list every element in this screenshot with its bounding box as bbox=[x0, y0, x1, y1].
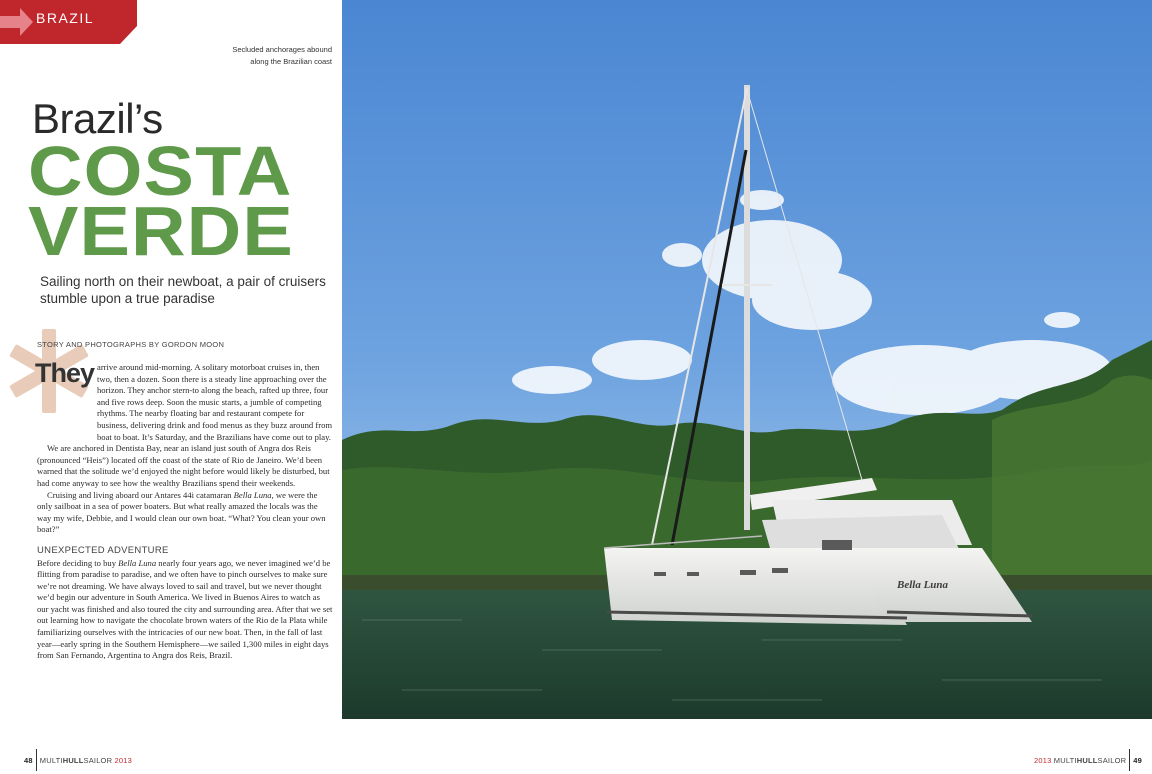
page-number-left: 48 bbox=[24, 756, 33, 765]
deck: Sailing north on their newboat, a pair of cruisers stumble upon a true paradise bbox=[40, 274, 326, 306]
byline: STORY AND PHOTOGRAPHS BY GORDON MOON bbox=[37, 340, 225, 349]
paragraph-4-text-b: nearly four years ago, we never imagined we’d be flitting from paradise to paradise, and we often have to pinch ourselves to make sure we’re not dreaming. We have always loved to sail and travel, but we never thought we’d begin our adventure in South America. We lived in Buenos Aires to watch as our yacht was finished and also toured the city and surrounding area. After that we set out learning how to navigate the chocolate brown waters of the Rio de la Plata while familiarizing ourselves with the intricacies of our new boat. Then, in the fall of last year—early spring in the Southern Hemisphere—we sailed 1,300 miles in eight days from San Fernando, Argentina to Angra dos Reis, Brazil. bbox=[37, 557, 333, 661]
photo-caption bbox=[200, 44, 332, 68]
publication-name-left-b: HULL bbox=[62, 756, 84, 765]
issue-year-left: 2013 bbox=[114, 756, 133, 765]
subhead: UNEXPECTED ADVENTURE bbox=[37, 544, 169, 556]
paragraph-3-text-a: Cruising and living aboard our Antares 44i catamaran bbox=[47, 489, 234, 500]
drop-cap: They bbox=[35, 358, 95, 388]
photo-caption-line-1: Secluded anchorages abound bbox=[232, 45, 332, 54]
boat-name-italic: Bella Luna bbox=[118, 557, 157, 568]
publication-name-left-c: SAILOR bbox=[83, 756, 113, 765]
paragraph-4 bbox=[37, 558, 333, 662]
publication-name-right-c: SAILOR bbox=[1097, 756, 1127, 765]
publication-name-right-a: MULTI bbox=[1053, 756, 1077, 765]
boat-name-italic: Bella Luna bbox=[233, 489, 272, 500]
paragraph-4-text-a: Before deciding to buy bbox=[37, 557, 119, 568]
photo-caption-line-2: along the Brazilian coast bbox=[250, 57, 332, 66]
headline-line-2: VERDE bbox=[28, 192, 294, 270]
footer-divider bbox=[1129, 749, 1130, 771]
footer-divider bbox=[36, 749, 37, 771]
paragraph-3 bbox=[37, 490, 333, 536]
page-number-right: 49 bbox=[1133, 756, 1142, 765]
publication-name-right-b: HULL bbox=[1076, 756, 1098, 765]
headline-line-1: COSTA bbox=[28, 132, 293, 210]
paragraph-1: arrive around mid-morning. A solitary motorboat cruises in, then two, then a dozen. Soon there is a steady line approaching over the horizon. They anchor stern-to along the beach, rafted up three, four and five rows deep. Soon the music starts, a jumble of competing rhythms. The nearby floating bar and restaurant compete for business, delivering drink and food menus as they buzz around from boat to boat. It’s Saturday, and the Brazilians have come out to play. bbox=[97, 362, 333, 442]
issue-year-right: 2013 bbox=[1033, 756, 1052, 765]
paragraph-3-text-b: , we were the only sailboat in a sea of power boaters. But what really amazed the locals was the way my wife, Debbie, and I would clean our own boat. “What? You clean your own boat?” bbox=[37, 489, 326, 535]
footer-left bbox=[24, 749, 132, 771]
headline-small: Brazil’s bbox=[32, 95, 163, 142]
publication-name-left-a: MULTI bbox=[39, 756, 63, 765]
boat-name-label: Bella Luna bbox=[897, 579, 949, 591]
paragraph-2: We are anchored in Dentista Bay, near an island just south of Angra dos Reis (pronounced “Heis”) located off the coast of the state of Rio de Janeiro. We’d been warned that the solitude we’d enjoyed the night before would likely be disturbed, but had come anyway to see how the wealthy Brazilians spend their weekends. bbox=[37, 443, 330, 488]
footer-right bbox=[1034, 749, 1142, 771]
catamaran-photo bbox=[342, 0, 1152, 719]
section-label: BRAZIL bbox=[36, 10, 95, 26]
section-tab bbox=[0, 0, 137, 44]
article-body bbox=[37, 362, 333, 662]
